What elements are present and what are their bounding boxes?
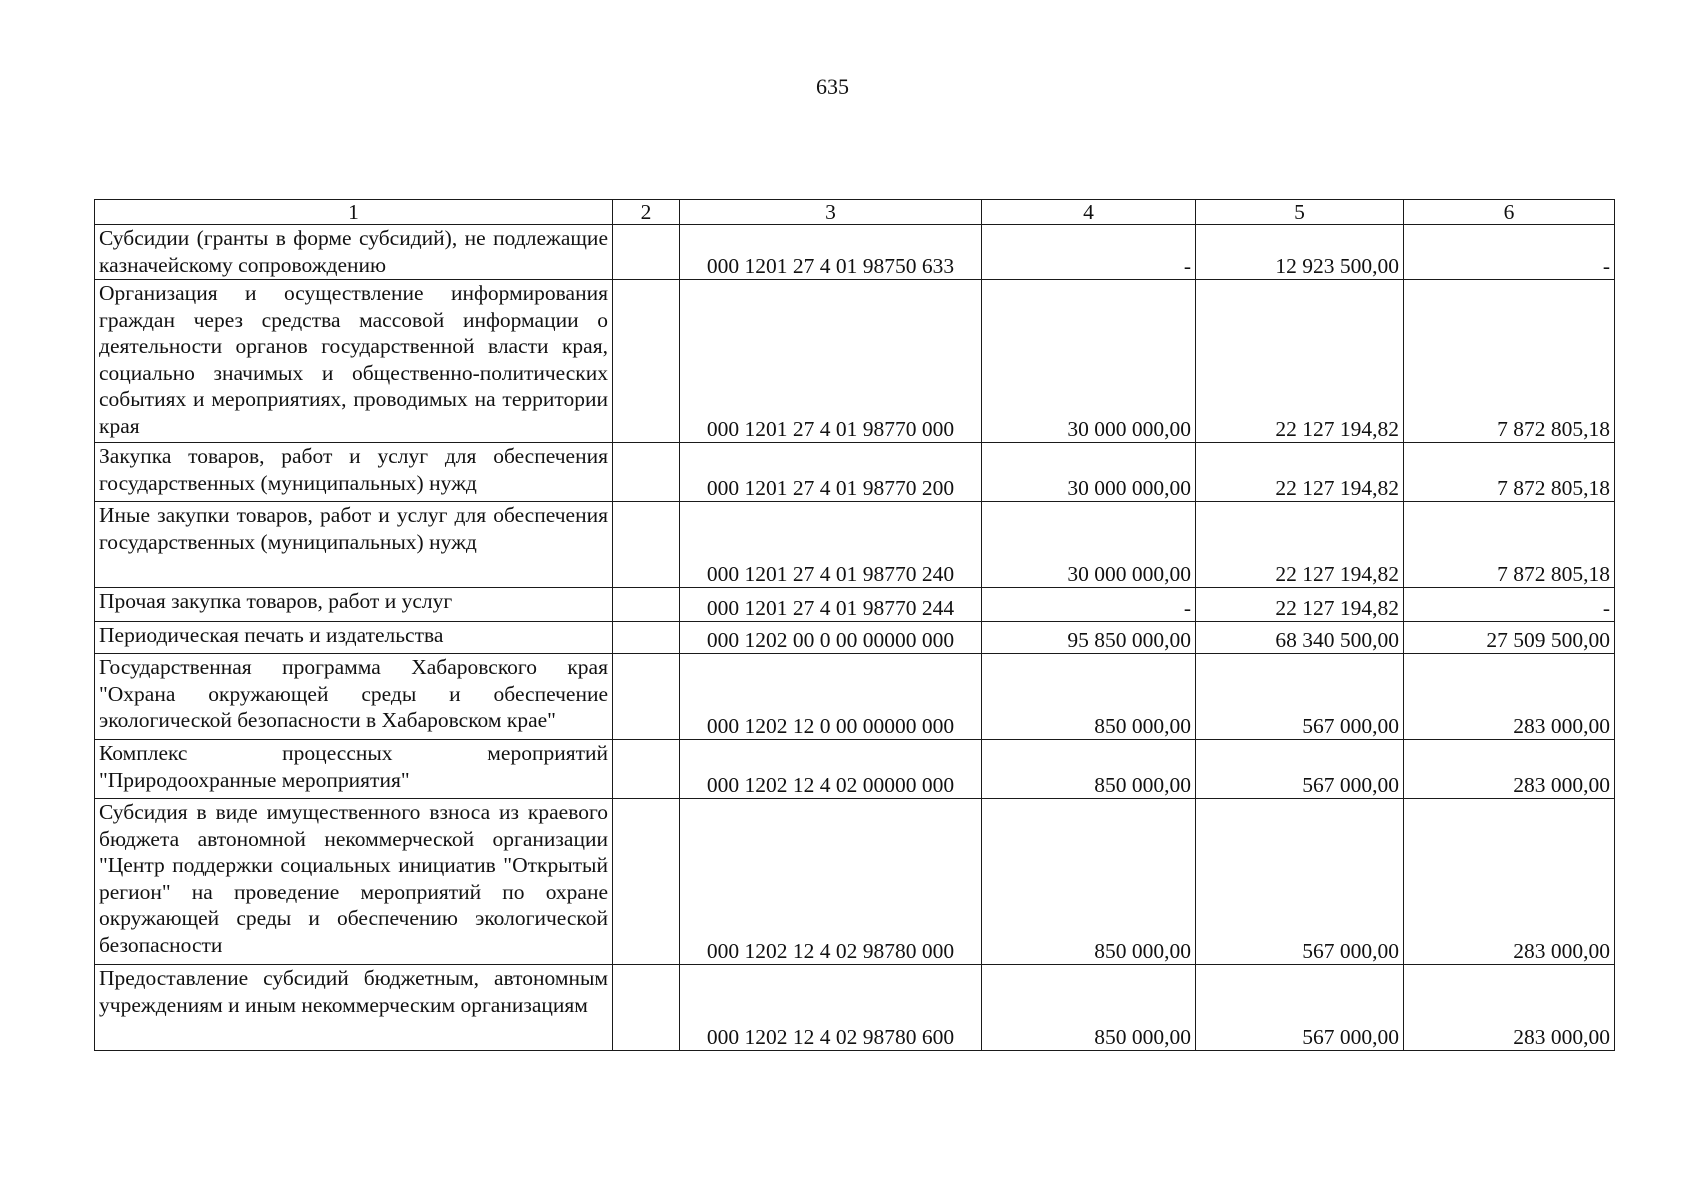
row-value-5: 12 923 500,00 xyxy=(1196,225,1404,280)
row-name: Закупка товаров, работ и услуг для обеспечения государственных (муниципальных) нужд xyxy=(95,443,613,502)
row-code: 000 1202 12 4 02 00000 000 xyxy=(680,740,982,799)
row-col2 xyxy=(613,443,680,502)
row-name: Государственная программа Хабаровского края "Охрана окружающей среды и обеспечение экологической безопасности в Хабаровском крае" xyxy=(95,654,613,740)
row-value-4: 95 850 000,00 xyxy=(982,622,1196,654)
row-name: Прочая закупка товаров, работ и услуг xyxy=(95,588,613,622)
table-row xyxy=(95,588,1615,622)
row-value-5: 22 127 194,82 xyxy=(1196,502,1404,588)
row-value-4: 30 000 000,00 xyxy=(982,280,1196,443)
row-value-4: 30 000 000,00 xyxy=(982,443,1196,502)
row-code: 000 1201 27 4 01 98770 240 xyxy=(680,502,982,588)
row-name: Субсидия в виде имущественного взноса из краевого бюджета автономной некоммерческой организации "Центр поддержки социальных инициатив "Открытый регион" на проведение мероприятий по охране окружающей среды и обеспечению экологической безопасности xyxy=(95,799,613,965)
column-header: 5 xyxy=(1196,200,1404,225)
row-code: 000 1201 27 4 01 98770 244 xyxy=(680,588,982,622)
row-value-5: 22 127 194,82 xyxy=(1196,588,1404,622)
row-value-6: 283 000,00 xyxy=(1404,740,1615,799)
table-row xyxy=(95,443,1615,502)
row-value-4: - xyxy=(982,225,1196,280)
row-value-6: 27 509 500,00 xyxy=(1404,622,1615,654)
row-col2 xyxy=(613,654,680,740)
table-row xyxy=(95,654,1615,740)
table-row xyxy=(95,280,1615,443)
row-value-4: 850 000,00 xyxy=(982,965,1196,1051)
row-value-6: 283 000,00 xyxy=(1404,799,1615,965)
column-header: 1 xyxy=(95,200,613,225)
row-value-5: 567 000,00 xyxy=(1196,654,1404,740)
row-col2 xyxy=(613,588,680,622)
row-name: Субсидии (гранты в форме субсидий), не подлежащие казначейскому сопровождению xyxy=(95,225,613,280)
row-value-5: 22 127 194,82 xyxy=(1196,280,1404,443)
table-row xyxy=(95,502,1615,588)
row-value-5: 567 000,00 xyxy=(1196,799,1404,965)
row-code: 000 1201 27 4 01 98770 200 xyxy=(680,443,982,502)
row-value-6: 7 872 805,18 xyxy=(1404,443,1615,502)
column-header: 6 xyxy=(1404,200,1615,225)
table-header-row xyxy=(95,200,1615,225)
row-value-5: 22 127 194,82 xyxy=(1196,443,1404,502)
row-name: Иные закупки товаров, работ и услуг для обеспечения государственных (муниципальных) нужд xyxy=(95,502,613,588)
row-code: 000 1202 12 4 02 98780 600 xyxy=(680,965,982,1051)
row-value-5: 567 000,00 xyxy=(1196,965,1404,1051)
row-value-6: 7 872 805,18 xyxy=(1404,502,1615,588)
row-value-6: 283 000,00 xyxy=(1404,654,1615,740)
row-col2 xyxy=(613,502,680,588)
row-code: 000 1201 27 4 01 98770 000 xyxy=(680,280,982,443)
row-col2 xyxy=(613,622,680,654)
row-value-6: 283 000,00 xyxy=(1404,965,1615,1051)
table-row xyxy=(95,965,1615,1051)
row-name: Предоставление субсидий бюджетным, автономным учреждениям и иным некоммерческим организациям xyxy=(95,965,613,1051)
row-value-4: 850 000,00 xyxy=(982,799,1196,965)
row-name: Организация и осуществление информирования граждан через средства массовой информации о деятельности органов государственной власти края, социально значимых и общественно-политических событиях и мероприятиях, проводимых на территории края xyxy=(95,280,613,443)
row-value-6: 7 872 805,18 xyxy=(1404,280,1615,443)
page-number: 635 xyxy=(816,74,849,99)
row-value-5: 567 000,00 xyxy=(1196,740,1404,799)
row-name: Комплекс процессных мероприятий "Природоохранные мероприятия" xyxy=(95,740,613,799)
row-code: 000 1202 00 0 00 00000 000 xyxy=(680,622,982,654)
table-row xyxy=(95,225,1615,280)
row-col2 xyxy=(613,225,680,280)
row-col2 xyxy=(613,799,680,965)
table-row xyxy=(95,740,1615,799)
column-header: 4 xyxy=(982,200,1196,225)
table-row xyxy=(95,799,1615,965)
row-value-5: 68 340 500,00 xyxy=(1196,622,1404,654)
row-name: Периодическая печать и издательства xyxy=(95,622,613,654)
column-header: 3 xyxy=(680,200,982,225)
row-value-6: - xyxy=(1404,588,1615,622)
row-col2 xyxy=(613,280,680,443)
table-row xyxy=(95,622,1615,654)
row-value-4: 30 000 000,00 xyxy=(982,502,1196,588)
row-col2 xyxy=(613,965,680,1051)
row-col2 xyxy=(613,740,680,799)
row-code: 000 1202 12 4 02 98780 000 xyxy=(680,799,982,965)
row-code: 000 1201 27 4 01 98750 633 xyxy=(680,225,982,280)
row-value-6: - xyxy=(1404,225,1615,280)
budget-table xyxy=(94,199,1615,1051)
row-code: 000 1202 12 0 00 00000 000 xyxy=(680,654,982,740)
row-value-4: - xyxy=(982,588,1196,622)
row-value-4: 850 000,00 xyxy=(982,654,1196,740)
row-value-4: 850 000,00 xyxy=(982,740,1196,799)
column-header: 2 xyxy=(613,200,680,225)
